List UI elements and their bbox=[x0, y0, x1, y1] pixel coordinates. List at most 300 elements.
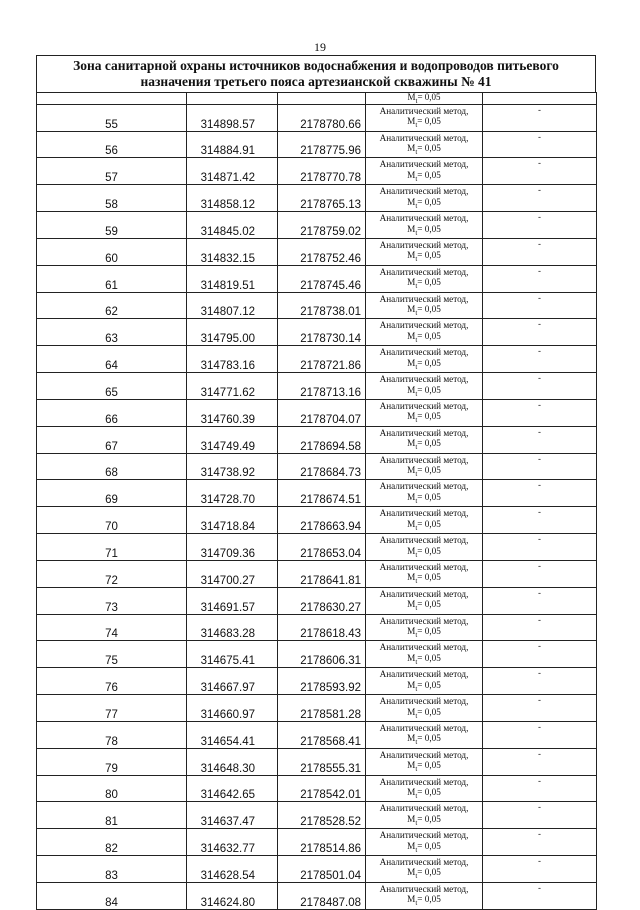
method-cell bbox=[366, 346, 483, 373]
x-coordinate: 314691.57 bbox=[187, 587, 278, 614]
method-line1: Аналитический метод, bbox=[379, 239, 469, 250]
method-line2-value: = 0,05 bbox=[417, 572, 441, 583]
x-coordinate: 314675.41 bbox=[187, 641, 278, 668]
method-line1: Аналитический метод, bbox=[379, 856, 469, 867]
method-cell bbox=[366, 399, 483, 426]
point-number: 55 bbox=[37, 104, 187, 131]
y-coordinate: 2178501.04 bbox=[278, 855, 366, 882]
method-line1: Аналитический метод, bbox=[379, 293, 469, 304]
method-line2-sub: t bbox=[415, 255, 418, 264]
method-line2-prefix: M bbox=[407, 384, 416, 395]
method-line2-value: = 0,05 bbox=[417, 787, 441, 797]
method-cell-continued bbox=[366, 93, 483, 105]
mark-cell: - bbox=[483, 507, 597, 534]
x-coordinate: 314632.77 bbox=[187, 829, 278, 856]
method-line2-sub: t bbox=[415, 121, 418, 130]
table-row bbox=[37, 855, 597, 882]
method-line2-prefix: M bbox=[407, 867, 416, 878]
y-coordinate: 2178770.78 bbox=[278, 158, 366, 185]
x-coordinate: 314858.12 bbox=[187, 185, 278, 212]
y-coordinate: 2178487.08 bbox=[278, 882, 366, 909]
coordinates-table-body bbox=[37, 93, 597, 910]
table-row bbox=[37, 346, 597, 373]
table-row bbox=[37, 292, 597, 319]
method-cell bbox=[366, 587, 483, 614]
method-line2-prefix: M bbox=[407, 357, 416, 368]
y-coordinate: 2178745.46 bbox=[278, 265, 366, 292]
point-number: 56 bbox=[37, 131, 187, 158]
method-line2-sub: t bbox=[415, 657, 418, 666]
y-coordinate: 2178653.04 bbox=[278, 534, 366, 561]
method-line1: Аналитический метод, bbox=[379, 776, 469, 787]
method-line2-value: = 0,05 bbox=[417, 652, 441, 663]
table-row bbox=[37, 131, 597, 158]
y-coordinate: 2178606.31 bbox=[278, 641, 366, 668]
method-line1: Аналитический метод, bbox=[379, 132, 469, 143]
x-coordinate: 314738.92 bbox=[187, 453, 278, 480]
table-row-continued bbox=[37, 93, 597, 105]
mark-cell: - bbox=[483, 882, 597, 909]
mark-cell: - bbox=[483, 802, 597, 829]
method-cell bbox=[366, 641, 483, 668]
method-cell bbox=[366, 668, 483, 695]
method-line1: Аналитический метод, bbox=[379, 427, 469, 438]
method-line2-sub: t bbox=[415, 362, 418, 371]
x-coordinate: 314749.49 bbox=[187, 426, 278, 453]
method-line2-prefix: M bbox=[407, 250, 416, 261]
mark-cell: - bbox=[483, 775, 597, 802]
method-cell bbox=[366, 480, 483, 507]
point-number: 65 bbox=[37, 373, 187, 400]
method-cell bbox=[366, 212, 483, 239]
method-line2-value: = 0,05 bbox=[417, 545, 441, 556]
method-cell bbox=[366, 453, 483, 480]
method-tail-value: = 0,05 bbox=[417, 92, 441, 102]
method-cell bbox=[366, 855, 483, 882]
method-line2-prefix: M bbox=[407, 491, 416, 502]
method-line2-value: = 0,05 bbox=[417, 465, 441, 476]
method-cell bbox=[366, 292, 483, 319]
method-line1: Аналитический метод, bbox=[379, 105, 469, 116]
point-number: 70 bbox=[37, 507, 187, 534]
method-line2-sub: t bbox=[415, 282, 418, 291]
point-number: 80 bbox=[37, 775, 187, 802]
method-line1: Аналитический метод, bbox=[379, 561, 469, 572]
table-row bbox=[37, 882, 597, 909]
method-line2-sub: t bbox=[415, 711, 418, 720]
page-number: 19 bbox=[314, 40, 326, 54]
method-line2-prefix: M bbox=[407, 411, 416, 422]
table-row bbox=[37, 212, 597, 239]
method-cell bbox=[366, 238, 483, 265]
mark-cell: - bbox=[483, 668, 597, 695]
x-cell bbox=[187, 93, 278, 105]
table-row bbox=[37, 399, 597, 426]
method-line2-sub: t bbox=[415, 416, 418, 425]
mark-cell: - bbox=[483, 614, 597, 641]
x-coordinate: 314628.54 bbox=[187, 855, 278, 882]
y-coordinate: 2178738.01 bbox=[278, 292, 366, 319]
y-coordinate: 2178765.13 bbox=[278, 185, 366, 212]
x-coordinate: 314783.16 bbox=[187, 346, 278, 373]
method-line2-prefix: M bbox=[407, 679, 416, 690]
method-line2-sub: t bbox=[415, 899, 418, 908]
mark-cell: - bbox=[483, 641, 597, 668]
y-coordinate: 2178593.92 bbox=[278, 668, 366, 695]
method-line2-value: = 0,05 bbox=[417, 304, 441, 315]
method-line2-sub: t bbox=[415, 577, 418, 586]
method-line2-prefix: M bbox=[407, 143, 416, 154]
x-coordinate: 314654.41 bbox=[187, 721, 278, 748]
method-cell bbox=[366, 158, 483, 185]
mark-cell: - bbox=[483, 855, 597, 882]
method-line2-value: = 0,05 bbox=[417, 411, 441, 422]
point-number: 81 bbox=[37, 802, 187, 829]
x-coordinate: 314624.80 bbox=[187, 882, 278, 909]
point-number: 75 bbox=[37, 641, 187, 668]
method-cell bbox=[366, 802, 483, 829]
x-coordinate: 314637.47 bbox=[187, 802, 278, 829]
method-line1: Аналитический метод, bbox=[379, 508, 469, 519]
point-number: 60 bbox=[37, 238, 187, 265]
method-cell bbox=[366, 426, 483, 453]
method-line1: Аналитический метод, bbox=[379, 400, 469, 411]
x-coordinate: 314683.28 bbox=[187, 614, 278, 641]
method-line2-sub: t bbox=[415, 630, 418, 639]
table-row bbox=[37, 238, 597, 265]
method-cell bbox=[366, 829, 483, 856]
method-line2-sub: t bbox=[415, 845, 418, 854]
mark-cell: - bbox=[483, 695, 597, 722]
y-coordinate: 2178542.01 bbox=[278, 775, 366, 802]
table-row bbox=[37, 426, 597, 453]
y-coordinate: 2178713.16 bbox=[278, 373, 366, 400]
x-coordinate: 314648.30 bbox=[187, 748, 278, 775]
x-coordinate: 314642.65 bbox=[187, 775, 278, 802]
y-coordinate: 2178630.27 bbox=[278, 587, 366, 614]
method-tail-sub: t bbox=[415, 96, 418, 105]
point-number: 68 bbox=[37, 453, 187, 480]
mark-cell: - bbox=[483, 829, 597, 856]
table-row bbox=[37, 775, 597, 802]
method-line1: Аналитический метод, bbox=[379, 830, 469, 841]
table-row bbox=[37, 802, 597, 829]
table-row bbox=[37, 668, 597, 695]
method-line2-prefix: M bbox=[407, 116, 416, 127]
method-line2-sub: t bbox=[415, 201, 418, 210]
mark-cell: - bbox=[483, 426, 597, 453]
method-cell bbox=[366, 534, 483, 561]
method-line2-prefix: M bbox=[407, 626, 416, 637]
y-coordinate: 2178514.86 bbox=[278, 829, 366, 856]
method-line2-sub: t bbox=[415, 308, 418, 317]
mark-cell: - bbox=[483, 319, 597, 346]
method-line2-prefix: M bbox=[407, 169, 416, 180]
mark-cell: - bbox=[483, 265, 597, 292]
table-row bbox=[37, 560, 597, 587]
table-row bbox=[37, 104, 597, 131]
method-line2-value: = 0,05 bbox=[417, 760, 441, 771]
method-line1: Аналитический метод, bbox=[379, 615, 469, 626]
method-line2-prefix: M bbox=[407, 518, 416, 529]
method-line2-value: = 0,05 bbox=[417, 706, 441, 717]
point-number: 78 bbox=[37, 721, 187, 748]
method-line2-prefix: M bbox=[407, 223, 416, 234]
method-line2-value: = 0,05 bbox=[417, 250, 441, 261]
method-cell bbox=[366, 373, 483, 400]
x-coordinate: 314898.57 bbox=[187, 104, 278, 131]
method-line1: Аналитический метод, bbox=[379, 749, 469, 760]
method-cell bbox=[366, 185, 483, 212]
method-line2-value: = 0,05 bbox=[417, 679, 441, 690]
point-number: 64 bbox=[37, 346, 187, 373]
mark-cell: - bbox=[483, 104, 597, 131]
point-number: 67 bbox=[37, 426, 187, 453]
method-line2-value: = 0,05 bbox=[417, 894, 441, 905]
y-coordinate: 2178775.96 bbox=[278, 131, 366, 158]
method-line2-prefix: M bbox=[407, 304, 416, 315]
method-line2-value: = 0,05 bbox=[417, 330, 441, 341]
mark-cell: - bbox=[483, 346, 597, 373]
method-cell bbox=[366, 882, 483, 909]
mark-cell: - bbox=[483, 373, 597, 400]
method-line2-sub: t bbox=[415, 443, 418, 452]
mark-cell: - bbox=[483, 453, 597, 480]
method-line2-sub: t bbox=[415, 604, 418, 613]
y-coordinate: 2178674.51 bbox=[278, 480, 366, 507]
method-line2-sub: t bbox=[415, 818, 418, 827]
y-coordinate: 2178528.52 bbox=[278, 802, 366, 829]
point-number: 59 bbox=[37, 212, 187, 239]
method-line2-sub: t bbox=[415, 684, 418, 693]
point-number: 63 bbox=[37, 319, 187, 346]
method-line1: Аналитический метод, bbox=[379, 803, 469, 814]
y-coordinate: 2178704.07 bbox=[278, 399, 366, 426]
y-coordinate: 2178663.94 bbox=[278, 507, 366, 534]
method-line2-value: = 0,05 bbox=[417, 867, 441, 878]
y-coordinate: 2178581.28 bbox=[278, 695, 366, 722]
table-row bbox=[37, 695, 597, 722]
x-coordinate: 314700.27 bbox=[187, 560, 278, 587]
point-number: 73 bbox=[37, 587, 187, 614]
y-coordinate: 2178780.66 bbox=[278, 104, 366, 131]
x-coordinate: 314728.70 bbox=[187, 480, 278, 507]
method-cell bbox=[366, 265, 483, 292]
mark-cell: - bbox=[483, 721, 597, 748]
method-line1: Аналитический метод, bbox=[379, 347, 469, 358]
table-row bbox=[37, 507, 597, 534]
method-line2-sub: t bbox=[415, 523, 418, 532]
method-line1: Аналитический метод, bbox=[379, 213, 469, 224]
method-line2-value: = 0,05 bbox=[417, 840, 441, 851]
method-line2-value: = 0,05 bbox=[417, 599, 441, 610]
method-line1: Аналитический метод, bbox=[379, 588, 469, 599]
method-line2-prefix: M bbox=[407, 196, 416, 207]
method-line2-value: = 0,05 bbox=[417, 438, 441, 449]
table-row bbox=[37, 158, 597, 185]
point-number: 76 bbox=[37, 668, 187, 695]
method-line1: Аналитический метод, bbox=[379, 320, 469, 331]
point-number: 82 bbox=[37, 829, 187, 856]
table-row bbox=[37, 614, 597, 641]
method-line2-prefix: M bbox=[407, 733, 416, 744]
mark-cell: - bbox=[483, 748, 597, 775]
mark-cell: - bbox=[483, 587, 597, 614]
method-line2-value: = 0,05 bbox=[417, 116, 441, 127]
method-line2-sub: t bbox=[415, 791, 418, 800]
method-line2-sub: t bbox=[415, 550, 418, 559]
method-line1: Аналитический метод, bbox=[379, 159, 469, 170]
method-line1: Аналитический метод, bbox=[379, 669, 469, 680]
x-coordinate: 314709.36 bbox=[187, 534, 278, 561]
mark-cell: - bbox=[483, 480, 597, 507]
method-line2-sub: t bbox=[415, 469, 418, 478]
x-coordinate: 314660.97 bbox=[187, 695, 278, 722]
method-line1: Аналитический метод, bbox=[379, 696, 469, 707]
method-line1: Аналитический метод, bbox=[379, 481, 469, 492]
method-line2-prefix: M bbox=[407, 840, 416, 851]
method-line2-sub: t bbox=[415, 228, 418, 237]
method-line2-sub: t bbox=[415, 174, 418, 183]
point-number: 66 bbox=[37, 399, 187, 426]
mark-cell: - bbox=[483, 292, 597, 319]
x-coordinate: 314807.12 bbox=[187, 292, 278, 319]
method-line1: Аналитический метод, bbox=[379, 535, 469, 546]
mark-cell: - bbox=[483, 158, 597, 185]
method-line2-prefix: M bbox=[407, 438, 416, 449]
x-coordinate: 314795.00 bbox=[187, 319, 278, 346]
point-number: 79 bbox=[37, 748, 187, 775]
table-row bbox=[37, 373, 597, 400]
method-line2-value: = 0,05 bbox=[417, 518, 441, 529]
method-line2-prefix: M bbox=[407, 706, 416, 717]
method-line1: Аналитический метод, bbox=[379, 642, 469, 653]
table-row bbox=[37, 185, 597, 212]
x-coordinate: 314760.39 bbox=[187, 399, 278, 426]
method-cell bbox=[366, 131, 483, 158]
method-line2-prefix: M bbox=[407, 813, 416, 824]
y-coordinate: 2178568.41 bbox=[278, 721, 366, 748]
method-line2-prefix: M bbox=[407, 652, 416, 663]
table-row bbox=[37, 480, 597, 507]
mark-cell: - bbox=[483, 399, 597, 426]
method-line2-prefix: M bbox=[407, 760, 416, 771]
y-coordinate: 2178555.31 bbox=[278, 748, 366, 775]
table-row bbox=[37, 534, 597, 561]
method-line2-sub: t bbox=[415, 765, 418, 773]
method-line2-value: = 0,05 bbox=[417, 277, 441, 288]
table-row bbox=[37, 587, 597, 614]
y-coordinate: 2178618.43 bbox=[278, 614, 366, 641]
method-line2-prefix: M bbox=[407, 545, 416, 556]
point-number: 72 bbox=[37, 560, 187, 587]
method-cell bbox=[366, 721, 483, 748]
method-line2-sub: t bbox=[415, 872, 418, 881]
method-line2-value: = 0,05 bbox=[417, 169, 441, 180]
point-number: 77 bbox=[37, 695, 187, 722]
y-coordinate: 2178721.86 bbox=[278, 346, 366, 373]
method-line2-sub: t bbox=[415, 496, 418, 505]
coordinates-table bbox=[36, 92, 597, 910]
x-coordinate: 314884.91 bbox=[187, 131, 278, 158]
point-number: 57 bbox=[37, 158, 187, 185]
method-line1: Аналитический метод, bbox=[379, 722, 469, 733]
table-row bbox=[37, 721, 597, 748]
method-line2-prefix: M bbox=[407, 330, 416, 341]
method-line2-value: = 0,05 bbox=[417, 491, 441, 502]
method-line1: Аналитический метод, bbox=[379, 454, 469, 465]
mark-cell bbox=[483, 93, 597, 105]
method-line2-value: = 0,05 bbox=[417, 384, 441, 395]
table-row bbox=[37, 319, 597, 346]
x-coordinate: 314845.02 bbox=[187, 212, 278, 239]
point-number: 71 bbox=[37, 534, 187, 561]
x-coordinate: 314718.84 bbox=[187, 507, 278, 534]
method-cell bbox=[366, 695, 483, 722]
method-tail-prefix: M bbox=[407, 92, 416, 102]
y-coordinate: 2178759.02 bbox=[278, 212, 366, 239]
mark-cell: - bbox=[483, 131, 597, 158]
method-cell bbox=[366, 614, 483, 641]
method-line2-prefix: M bbox=[407, 277, 416, 288]
method-line2-value: = 0,05 bbox=[417, 813, 441, 824]
method-line2-value: = 0,05 bbox=[417, 223, 441, 234]
method-line2-sub: t bbox=[415, 335, 418, 344]
method-line2-value: = 0,05 bbox=[417, 143, 441, 154]
table-row bbox=[37, 641, 597, 668]
x-coordinate: 314871.42 bbox=[187, 158, 278, 185]
table-row bbox=[37, 265, 597, 292]
y-coordinate: 2178684.73 bbox=[278, 453, 366, 480]
table-row bbox=[37, 453, 597, 480]
point-number: 84 bbox=[37, 882, 187, 909]
point-number: 58 bbox=[37, 185, 187, 212]
method-line2-value: = 0,05 bbox=[417, 357, 441, 368]
method-line2-prefix: M bbox=[407, 572, 416, 583]
point-number: 83 bbox=[37, 855, 187, 882]
mark-cell: - bbox=[483, 560, 597, 587]
method-line2-prefix: M bbox=[407, 787, 416, 797]
document-title: Зона санитарной охраны источников водоснабжения и водопроводов питьевого назначения третьего пояса артезианской скважины № 41 bbox=[36, 55, 596, 92]
method-cell bbox=[366, 775, 483, 802]
table-row bbox=[37, 748, 597, 775]
y-coordinate: 2178694.58 bbox=[278, 426, 366, 453]
point-number: 61 bbox=[37, 265, 187, 292]
method-line2-prefix: M bbox=[407, 465, 416, 476]
method-line1: Аналитический метод, bbox=[379, 883, 469, 894]
mark-cell: - bbox=[483, 212, 597, 239]
method-line2-prefix: M bbox=[407, 894, 416, 905]
method-line1: Аналитический метод, bbox=[379, 186, 469, 197]
point-number: 62 bbox=[37, 292, 187, 319]
method-line2-value: = 0,05 bbox=[417, 626, 441, 637]
y-coordinate: 2178730.14 bbox=[278, 319, 366, 346]
method-cell bbox=[366, 748, 483, 775]
method-line2-prefix: M bbox=[407, 599, 416, 610]
method-line2-value: = 0,05 bbox=[417, 733, 441, 744]
mark-cell: - bbox=[483, 534, 597, 561]
method-cell bbox=[366, 507, 483, 534]
method-line1: Аналитический метод, bbox=[379, 374, 469, 385]
y-coordinate: 2178641.81 bbox=[278, 560, 366, 587]
method-line2-sub: t bbox=[415, 389, 418, 398]
method-line2-value: = 0,05 bbox=[417, 196, 441, 207]
point-number: 74 bbox=[37, 614, 187, 641]
x-coordinate: 314771.62 bbox=[187, 373, 278, 400]
point-number: 69 bbox=[37, 480, 187, 507]
method-line1: Аналитический метод, bbox=[379, 266, 469, 277]
x-coordinate: 314832.15 bbox=[187, 238, 278, 265]
